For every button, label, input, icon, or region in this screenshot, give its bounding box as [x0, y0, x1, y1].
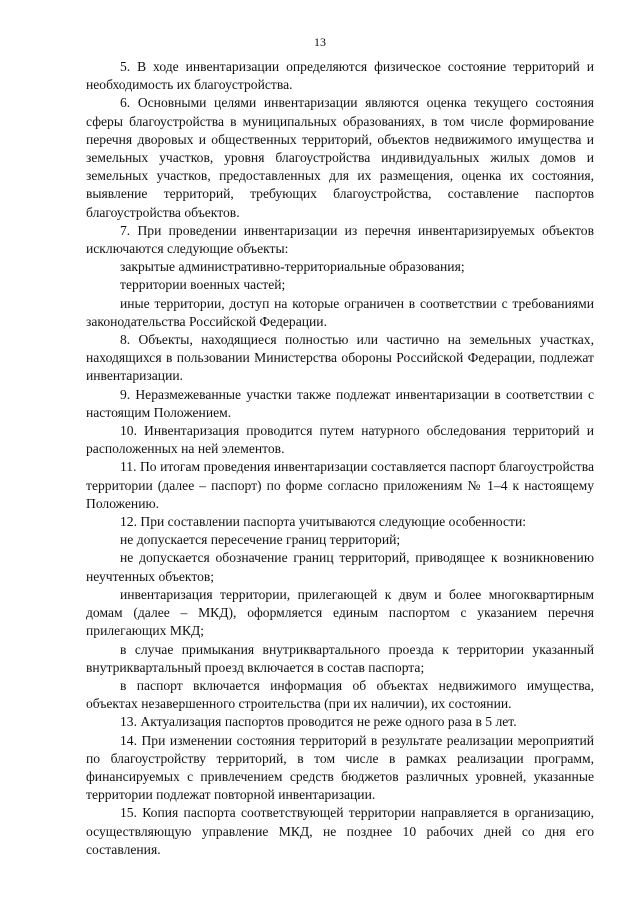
paragraph-7: 7. При проведении инвентаризации из перечня инвентаризируемых объектов исключаются следующие объекты: [86, 222, 594, 257]
list-item-no-overlap: не допускается пересечение границ территорий; [120, 532, 401, 548]
list-item-closed-territories: закрытые административно-территориальные образования; [120, 259, 465, 275]
paragraph-14: 14. При изменении состояния территорий в результате реализации мероприятий по благоустройству территорий, в том числе в рамках реализации программ, финансируемых с привлечением средств бюджетов различных уровней, указанные территории подлежат повторной инвентаризации. [86, 732, 594, 803]
list-item-driveway: в случае примыкания внутриквартального проезда к территории указанный внутриквартальный проезд включается в состав паспорта; [86, 641, 594, 675]
list-item-restricted-territories: иные территории, доступ на которые ограничен в соответствии с требованиями законодательства Российской Федерации. [86, 295, 594, 329]
paragraph-15: 15. Копия паспорта соответствующей территории направляется в организацию, осуществляющую управление МКД, не позднее 10 рабочих дней со дня его составления. [86, 805, 594, 857]
paragraph-11: 11. По итогам проведения инвентаризации составляется паспорт благоустройства территории (далее – паспорт) по форме согласно приложениям № 1–4 к настоящему Положению. [86, 459, 594, 511]
paragraph-8: 8. Объекты, находящиеся полностью или частично на земельных участках, находящихся в пользовании Министерства обороны Российской Федерации, подлежат инвентаризации. [86, 332, 594, 384]
paragraph-12: 12. При составлении паспорта учитываются следующие особенности: [120, 514, 527, 530]
paragraph-6: 6. Основными целями инвентаризации являются оценка текущего состояния сферы благоустройства в муниципальных образованиях, в том числе формирование перечня дворовых и общественных территорий, объектов недвижимого имущества и земельных участков, уровня благоустройства индивидуальных жилых домов и земельных участков, предоставленных для их размещения, оценка их состояния, выявление территорий, требующих благоустройства, составление паспортов благоустройства объектов. [86, 95, 594, 220]
paragraph-13: 13. Актуализация паспортов проводится не реже одного раза в 5 лет. [120, 714, 517, 730]
list-item-real-estate-info: в паспорт включается информация об объектах недвижимого имущества, объектах незавершенного строительства (при их наличии), их состоянии. [86, 677, 594, 712]
paragraph-5: 5. В ходе инвентаризации определяются физическое состояние территорий и необходимость их благоустройства. [86, 59, 594, 93]
document-body [86, 58, 594, 859]
list-item-no-unaccounted: не допускается обозначение границ территорий, приводящее к возникновению неучтенных объектов; [86, 550, 594, 584]
page-number: 13 [314, 35, 326, 49]
list-item-mkd-inventory: инвентаризация территории, прилегающей к двум и более многоквартирным домам (далее – МКД), оформляется единым паспортом с указанием перечня прилегающих МКД; [86, 586, 594, 639]
paragraph-10: 10. Инвентаризация проводится путем натурного обследования территорий и расположенных на ней элементов. [86, 423, 594, 457]
list-item-military-territories: территории военных частей; [120, 277, 286, 293]
paragraph-9: 9. Неразмежеванные участки также подлежат инвентаризации в соответствии с настоящим Положением. [86, 386, 594, 420]
